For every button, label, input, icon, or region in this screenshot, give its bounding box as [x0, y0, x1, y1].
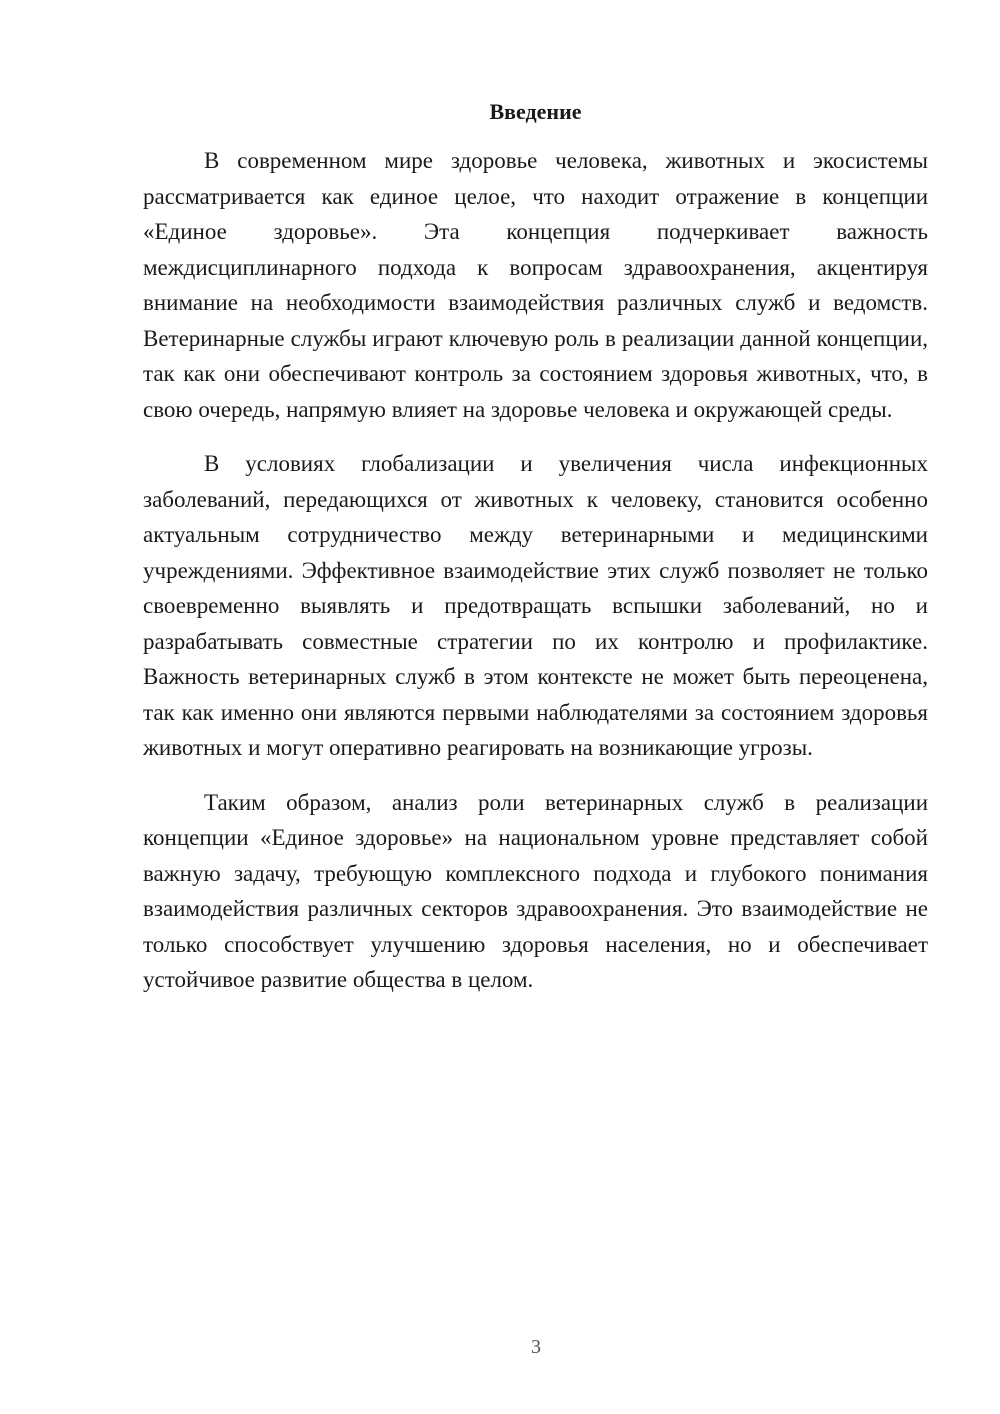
body-text: [143, 143, 928, 998]
paragraph-3: Таким образом, анализ роли ветеринарных служб в реализации концепции «Единое здоровье» на национальном уровне представляет собой важную задачу, требующую комплексного подхода и глубокого понимания взаимодействия различных секторов здравоохранения. Это взаимодействие не только способствует улучшению здоровья населения, но и обеспечивает устойчивое развитие общества в целом.: [143, 789, 928, 992]
paragraph-2: В условиях глобализации и увеличения числа инфекционных заболеваний, передающихся от животных к человеку, становится особенно актуальным сотрудничество между ветеринарными и медицинскими учреждениями. Эффективное взаимодействие этих служб позволяет не только своевременно выявлять и предотвращать вспышки заболеваний, но и разрабатывать совместные стратегии по их контролю и профилактике. Важность ветеринарных служб в этом контексте не может быть переоценена, так как именно они являются первыми наблюдателями за состоянием здоровья животных и могут оперативно реагировать на возникающие угрозы.: [143, 451, 928, 760]
page-number: 3: [531, 1336, 541, 1358]
paragraph-1: В современном мире здоровье человека, животных и экосистемы рассматривается как единое целое, что находит отражение в концепции «Единое здоровье». Эта концепция подчеркивает важность междисциплинарного подхода к вопросам здравоохранения, акцентируя внимание на необходимости взаимодействия различных служб и ведомств. Ветеринарные службы играют ключевую роль в реализации данной концепции, так как они обеспечивают контроль за состоянием здоровья животных, что, в свою очередь, напрямую влияет на здоровье человека и окружающей среды.: [143, 148, 928, 422]
section-title: Введение: [489, 99, 582, 124]
